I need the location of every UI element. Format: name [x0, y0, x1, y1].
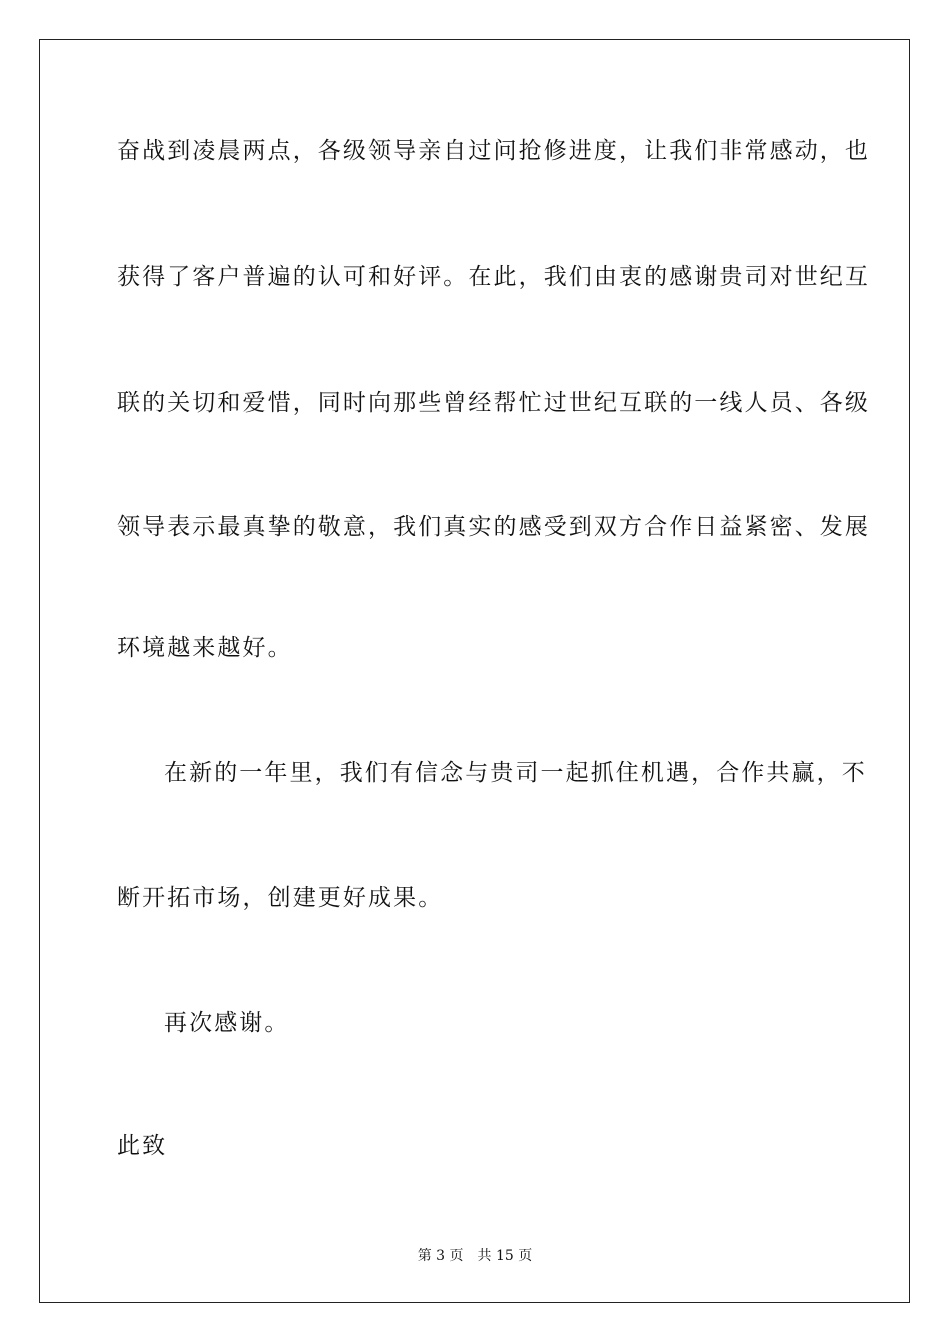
paragraph-2-line-2: 断开拓市场，创建更好成果。: [117, 885, 444, 911]
paragraph-2-line-1: 在新的一年里，我们有信念与贵司一起抓住机遇，合作共赢，不: [164, 760, 867, 786]
body-line-3: 联的关切和爱惜，同时向那些曾经帮忙过世纪互联的一线人员、各级: [117, 390, 870, 416]
page-footer: [0, 1247, 950, 1265]
body-line-1: 奋战到凌晨两点，各级领导亲自过问抢修进度，让我们非常感动，也: [117, 138, 870, 164]
body-line-2: 获得了客户普遍的认可和好评。在此，我们由衷的感谢贵司对世纪互: [117, 264, 870, 290]
page-total: 共 15 页: [477, 1248, 533, 1264]
body-line-5: 环境越来越好。: [117, 635, 293, 661]
page-border: [39, 39, 910, 1303]
closing-thanks: 再次感谢。: [164, 1010, 290, 1036]
page-number: 第 3 页: [417, 1248, 464, 1264]
salutation: 此致: [117, 1133, 168, 1159]
body-line-4: 领导表示最真挚的敬意，我们真实的感受到双方合作日益紧密、发展: [117, 514, 870, 540]
